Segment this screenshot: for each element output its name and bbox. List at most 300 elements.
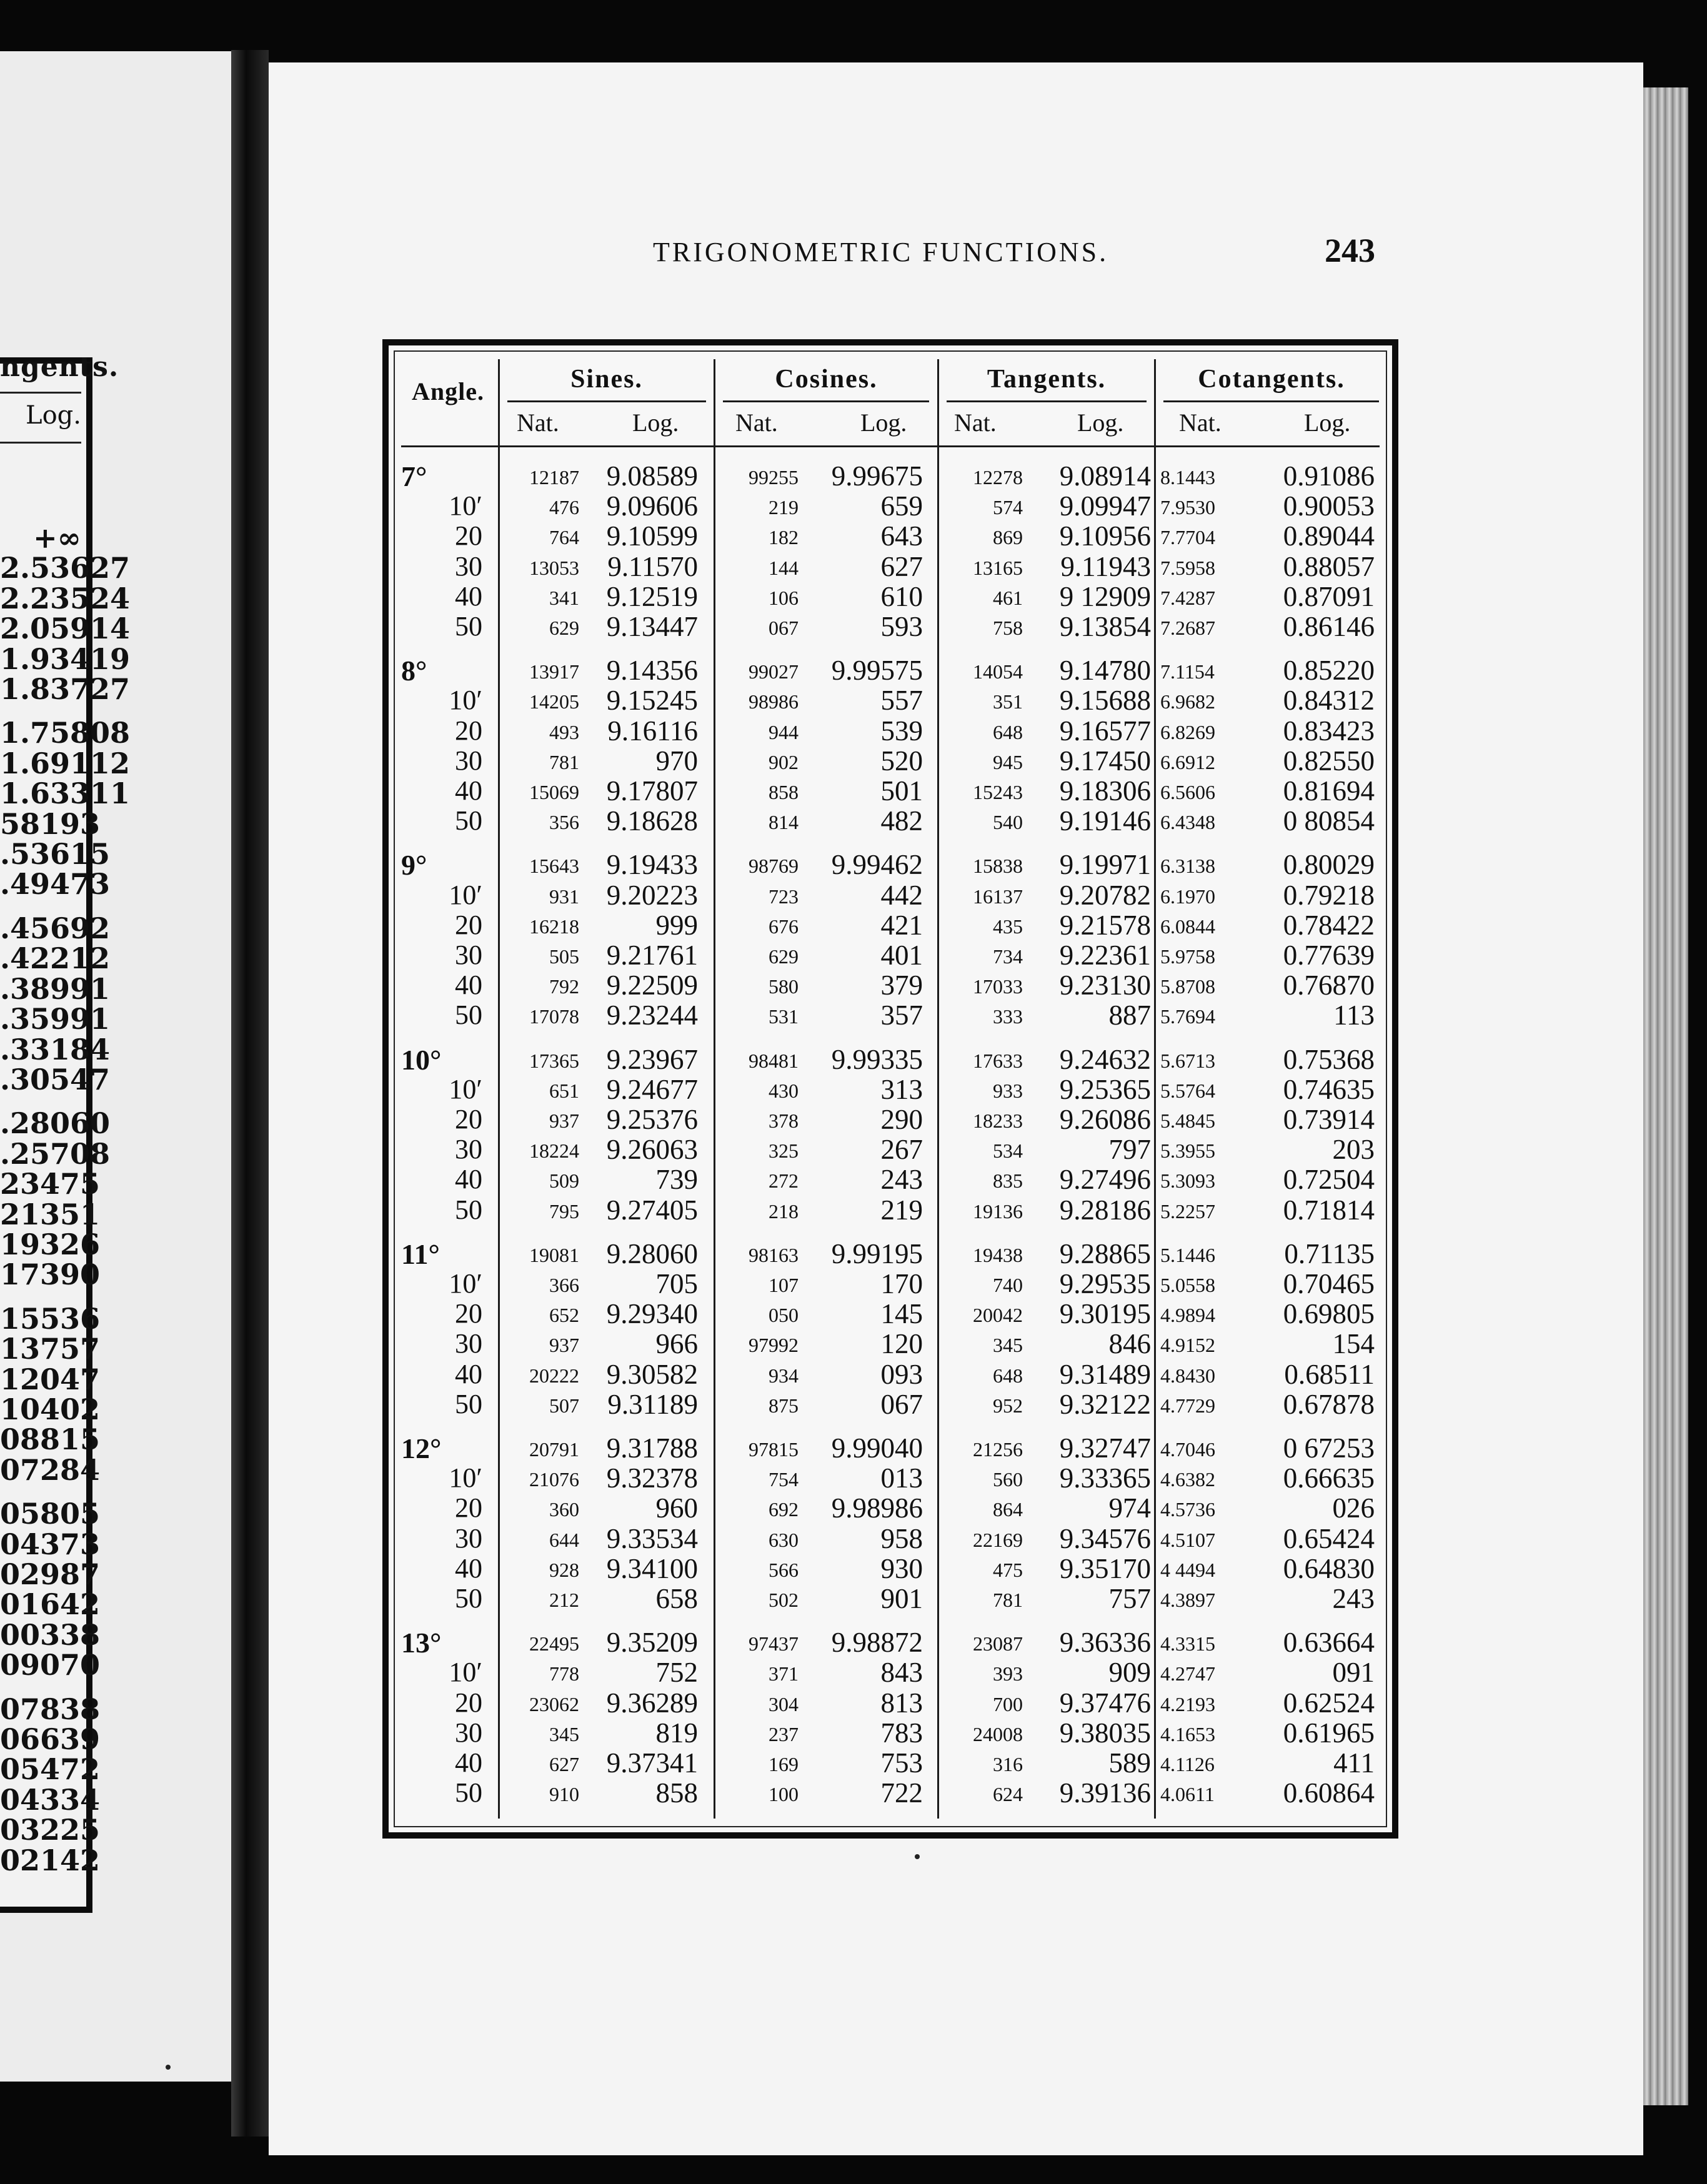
- sine-nat-cell: 931: [549, 885, 579, 908]
- sine-log-cell: 9.34100: [606, 1552, 698, 1584]
- cosine-log-cell: 501: [880, 775, 923, 807]
- cosine-nat-cell: 97437: [749, 1632, 799, 1655]
- angle-cell: 10′: [449, 685, 482, 716]
- table-row: [389, 460, 1392, 490]
- sine-nat-cell: 781: [549, 750, 579, 773]
- angle-cell: 20: [455, 520, 482, 552]
- cosine-nat-cell: 106: [769, 586, 799, 609]
- tangent-log-cell: 9.30195: [1059, 1298, 1151, 1330]
- cosine-log-cell: 9.98872: [831, 1627, 923, 1659]
- cosine-nat-cell: 754: [769, 1468, 799, 1491]
- tangent-nat-cell: 19438: [973, 1243, 1023, 1266]
- cosine-log-cell: 722: [880, 1777, 923, 1809]
- tangent-log-cell: 9.19146: [1059, 805, 1151, 837]
- sine-nat-cell: 22495: [529, 1632, 579, 1655]
- sine-log-cell: 999: [655, 909, 698, 941]
- table-row: [389, 909, 1392, 939]
- cosine-nat-cell: 430: [769, 1079, 799, 1102]
- cosine-log-cell: 753: [880, 1747, 923, 1779]
- left-value: 1.69112: [0, 746, 131, 780]
- cotangent-nat-cell: 4.9894: [1160, 1304, 1215, 1327]
- tangent-log-cell: 9.34576: [1059, 1522, 1151, 1554]
- sine-nat-cell: 360: [549, 1498, 579, 1521]
- cosine-log-cell: 290: [880, 1104, 923, 1135]
- cotangent-nat-cell: 6.4348: [1160, 811, 1215, 834]
- cosine-nat-cell: 98163: [749, 1243, 799, 1266]
- cosine-nat-cell: 902: [769, 750, 799, 773]
- cosine-nat-cell: 050: [769, 1304, 799, 1327]
- cotangent-nat-cell: 6.6912: [1160, 750, 1215, 773]
- sine-log-cell: 9.10599: [606, 520, 698, 552]
- sine-nat-cell: 644: [549, 1528, 579, 1551]
- cotangent-log-cell: 0.73914: [1283, 1104, 1375, 1135]
- cotangent-log-cell: 026: [1332, 1492, 1375, 1524]
- left-value: 17390: [0, 1258, 101, 1292]
- page-number: 243: [1325, 232, 1375, 269]
- tangents-nat-header: Nat.: [954, 409, 997, 437]
- sine-log-cell: 9.36289: [606, 1687, 698, 1719]
- left-value: 02142: [0, 1843, 101, 1877]
- sine-nat-cell: 13917: [529, 660, 579, 683]
- cotangent-log-cell: 0.75368: [1283, 1043, 1375, 1075]
- cotangent-log-cell: 0.63664: [1283, 1627, 1375, 1659]
- tangent-nat-cell: 16137: [973, 885, 1023, 908]
- cotangent-log-cell: 0.80029: [1283, 849, 1375, 881]
- tangent-nat-cell: 21256: [973, 1438, 1023, 1461]
- sine-nat-cell: 14205: [529, 690, 579, 713]
- cosines-header: Cosines.: [775, 365, 878, 394]
- tangent-log-cell: 9.23130: [1059, 970, 1151, 1001]
- cotangent-nat-cell: 4.2193: [1160, 1692, 1215, 1715]
- sine-log-cell: 9.13447: [606, 611, 698, 642]
- tangent-nat-cell: 758: [993, 617, 1023, 639]
- cosine-nat-cell: 814: [769, 811, 799, 834]
- tangent-log-cell: 9.17450: [1059, 745, 1151, 777]
- page-edges: [1643, 87, 1688, 2105]
- tangent-log-cell: 9.28186: [1059, 1194, 1151, 1226]
- tangent-log-cell: 9.14780: [1059, 655, 1151, 687]
- left-value: .28060: [0, 1106, 111, 1141]
- tangent-nat-cell: 869: [993, 526, 1023, 549]
- sine-log-cell: 9.30582: [606, 1358, 698, 1390]
- angle-cell: 11°: [401, 1238, 440, 1270]
- angle-cell: 30: [455, 550, 482, 582]
- cosine-nat-cell: 692: [769, 1498, 799, 1521]
- left-value: 06639: [0, 1722, 101, 1757]
- left-value: .25708: [0, 1136, 111, 1171]
- cosine-nat-cell: 371: [769, 1662, 799, 1685]
- table-row: [389, 999, 1392, 1029]
- sine-nat-cell: 15643: [529, 855, 579, 878]
- cosine-log-cell: 379: [880, 970, 923, 1001]
- angle-cell: 20: [455, 715, 482, 746]
- cotangent-nat-cell: 4 4494: [1160, 1558, 1215, 1581]
- tangent-log-cell: 797: [1108, 1134, 1151, 1166]
- left-value: 1.83727: [0, 672, 131, 707]
- cotangent-log-cell: 0.67878: [1283, 1388, 1375, 1420]
- cotangent-nat-cell: 4.3315: [1160, 1632, 1215, 1655]
- left-value: .30547: [0, 1062, 111, 1096]
- table-row: [389, 1298, 1392, 1328]
- cotangent-log-cell: 0.89044: [1283, 520, 1375, 552]
- cotangent-nat-cell: 4.2747: [1160, 1662, 1215, 1685]
- tangent-nat-cell: 624: [993, 1783, 1023, 1806]
- sine-nat-cell: 476: [549, 496, 579, 519]
- cosine-nat-cell: 502: [769, 1589, 799, 1611]
- cotangents-header-rule: [1163, 400, 1379, 402]
- cosine-nat-cell: 944: [769, 720, 799, 743]
- sine-log-cell: 9.20223: [606, 879, 698, 911]
- left-value: 04334: [0, 1782, 101, 1817]
- cosine-nat-cell: 858: [769, 781, 799, 803]
- angle-cell: 20: [455, 1687, 482, 1718]
- tangent-log-cell: 9.27496: [1059, 1164, 1151, 1196]
- angle-cell: 50: [455, 805, 482, 836]
- tangent-nat-cell: 20042: [973, 1304, 1023, 1327]
- cotangent-nat-cell: 4.6382: [1160, 1468, 1215, 1491]
- left-column-values: [0, 521, 131, 1889]
- table-row: [389, 1388, 1392, 1418]
- sines-header: Sines.: [570, 365, 643, 394]
- cosine-log-cell: 313: [880, 1073, 923, 1105]
- left-value: 58193: [0, 807, 101, 841]
- left-value: 1.75808: [0, 716, 131, 750]
- table-row: [389, 805, 1392, 835]
- cotangent-nat-cell: 4.8430: [1160, 1364, 1215, 1387]
- sines-header-rule: [507, 400, 706, 402]
- tangent-nat-cell: 12278: [973, 466, 1023, 489]
- sine-nat-cell: 928: [549, 1558, 579, 1581]
- left-value: 05472: [0, 1752, 101, 1787]
- table-row: [389, 610, 1392, 640]
- cosines-nat-header: Nat.: [735, 409, 778, 437]
- table-row: [389, 939, 1392, 969]
- sine-nat-cell: 23062: [529, 1692, 579, 1715]
- cosine-nat-cell: 875: [769, 1394, 799, 1417]
- cosine-log-cell: 9.99335: [831, 1043, 923, 1075]
- tangent-nat-cell: 22169: [973, 1528, 1023, 1551]
- angle-cell: 40: [455, 1552, 482, 1584]
- sine-nat-cell: 21076: [529, 1468, 579, 1491]
- angle-header: Angle.: [412, 377, 484, 405]
- tangents-log-header: Log.: [1077, 409, 1124, 437]
- tangent-nat-cell: 23087: [973, 1632, 1023, 1655]
- sine-log-cell: 9.15245: [606, 685, 698, 717]
- cosine-nat-cell: 723: [769, 885, 799, 908]
- cotangent-nat-cell: 4.7046: [1160, 1438, 1215, 1461]
- sine-nat-cell: 12187: [529, 466, 579, 489]
- cotangent-nat-cell: 5.9758: [1160, 945, 1215, 968]
- cosine-log-cell: 520: [880, 745, 923, 777]
- cosine-log-cell: 013: [880, 1462, 923, 1494]
- tangent-nat-cell: 15838: [973, 855, 1023, 878]
- sine-nat-cell: 792: [549, 975, 579, 998]
- cosine-log-cell: 9.99195: [831, 1238, 923, 1269]
- angle-cell: 50: [455, 1000, 482, 1031]
- tangent-nat-cell: 18233: [973, 1109, 1023, 1132]
- cotangent-nat-cell: 7.4287: [1160, 586, 1215, 609]
- left-value: 2.05914: [0, 612, 131, 646]
- tangent-nat-cell: 560: [993, 1468, 1023, 1491]
- sine-nat-cell: 17365: [529, 1049, 579, 1072]
- left-value: 04373: [0, 1527, 101, 1561]
- cotangent-log-cell: 0.66635: [1283, 1462, 1375, 1494]
- tangent-nat-cell: 740: [993, 1274, 1023, 1296]
- cotangent-log-cell: 0.74635: [1283, 1073, 1375, 1105]
- tangent-nat-cell: 15243: [973, 781, 1023, 803]
- tangent-log-cell: 909: [1108, 1657, 1151, 1689]
- sine-log-cell: 9.35209: [606, 1627, 698, 1659]
- cosine-log-cell: 593: [880, 611, 923, 642]
- angle-cell: 10′: [449, 1268, 482, 1299]
- cosine-log-cell: 9.98986: [831, 1492, 923, 1524]
- tangent-log-cell: 9.20782: [1059, 879, 1151, 911]
- left-value: 02987: [0, 1557, 101, 1591]
- tangent-log-cell: 9.33365: [1059, 1462, 1151, 1494]
- tangent-log-cell: 974: [1108, 1492, 1151, 1524]
- cosine-nat-cell: 98986: [749, 690, 799, 713]
- angle-cell: 30: [455, 745, 482, 776]
- sine-log-cell: 9.25376: [606, 1104, 698, 1135]
- table-row: [389, 715, 1392, 745]
- sines-nat-header: Nat.: [517, 409, 559, 437]
- cotangent-log-cell: 0.79218: [1283, 879, 1375, 911]
- angle-cell: 40: [455, 580, 482, 612]
- angle-cell: 20: [455, 1492, 482, 1524]
- sine-nat-cell: 20791: [529, 1438, 579, 1461]
- left-value: 10402: [0, 1392, 101, 1426]
- tangent-log-cell: 887: [1108, 1000, 1151, 1031]
- cosine-nat-cell: 97992: [749, 1334, 799, 1357]
- cotangent-log-cell: 0.70465: [1283, 1268, 1375, 1299]
- cotangents-log-header: Log.: [1304, 409, 1351, 437]
- left-value: 1.93419: [0, 642, 131, 676]
- angle-cell: 20: [455, 1298, 482, 1329]
- tangent-log-cell: 9.08914: [1059, 460, 1151, 492]
- angle-cell: 50: [455, 1777, 482, 1809]
- angle-cell: 12°: [401, 1432, 442, 1464]
- cosine-log-cell: 643: [880, 520, 923, 552]
- table-row: [389, 969, 1392, 999]
- cosine-nat-cell: 100: [769, 1783, 799, 1806]
- cosine-nat-cell: 219: [769, 496, 799, 519]
- sine-nat-cell: 212: [549, 1589, 579, 1611]
- sine-nat-cell: 493: [549, 720, 579, 743]
- cotangent-log-cell: 0.81694: [1283, 775, 1375, 807]
- sine-log-cell: 9.16116: [607, 715, 698, 747]
- cosine-nat-cell: 580: [769, 975, 799, 998]
- table-row: [389, 1268, 1392, 1298]
- tangent-log-cell: 9.39136: [1059, 1777, 1151, 1809]
- cosine-log-cell: 442: [880, 879, 923, 911]
- tangent-nat-cell: 13165: [973, 556, 1023, 579]
- sine-log-cell: 9.37341: [606, 1747, 698, 1779]
- tangent-nat-cell: 333: [993, 1005, 1023, 1028]
- cosine-log-cell: 9.99575: [831, 655, 923, 687]
- tangent-nat-cell: 393: [993, 1662, 1023, 1685]
- sine-log-cell: 739: [655, 1164, 698, 1196]
- cosine-log-cell: 901: [880, 1583, 923, 1614]
- cotangent-nat-cell: 8.1443: [1160, 466, 1215, 489]
- angle-cell: 30: [455, 1522, 482, 1554]
- cotangent-nat-cell: 6.5606: [1160, 781, 1215, 803]
- table-row: [389, 1656, 1392, 1689]
- tangent-log-cell: 9.32122: [1059, 1388, 1151, 1420]
- cotangent-nat-cell: 5.3093: [1160, 1169, 1215, 1193]
- cotangent-log-cell: 0.77639: [1283, 940, 1375, 971]
- sine-log-cell: 9.18628: [606, 805, 698, 837]
- cotangent-log-cell: 0.71814: [1283, 1194, 1375, 1226]
- cosine-log-cell: 9.99675: [831, 460, 923, 492]
- cosine-nat-cell: 629: [769, 945, 799, 968]
- left-value: 12047: [0, 1362, 101, 1396]
- left-value: .53615: [0, 837, 111, 871]
- table-row: [389, 1687, 1392, 1717]
- sine-log-cell: 9.22509: [606, 970, 698, 1001]
- cosine-log-cell: 067: [880, 1388, 923, 1420]
- angle-cell: 20: [455, 909, 482, 940]
- angle-cell: 40: [455, 775, 482, 806]
- sine-nat-cell: 937: [549, 1109, 579, 1132]
- left-value: 23475: [0, 1167, 101, 1201]
- tangent-log-cell: 9.15688: [1059, 685, 1151, 717]
- angle-cell: 40: [455, 1164, 482, 1195]
- running-title: TRIGONOMETRIC FUNCTIONS.: [653, 237, 1109, 267]
- sine-nat-cell: 652: [549, 1304, 579, 1327]
- tangent-log-cell: 589: [1108, 1747, 1151, 1779]
- sine-nat-cell: 341: [549, 586, 579, 609]
- cosines-log-header: Log.: [860, 409, 907, 437]
- cotangents-nat-header: Nat.: [1179, 409, 1222, 437]
- left-value: .45692: [0, 911, 111, 945]
- table-row: [389, 520, 1392, 550]
- cotangent-log-cell: 113: [1333, 1000, 1375, 1031]
- tangent-nat-cell: 17033: [973, 975, 1023, 998]
- cosine-nat-cell: 98769: [749, 855, 799, 878]
- table-row: [389, 848, 1392, 881]
- left-subheader-rule: [0, 442, 81, 444]
- cotangent-log-cell: 0.78422: [1283, 909, 1375, 941]
- tangent-log-cell: 9.31489: [1059, 1358, 1151, 1390]
- cosine-nat-cell: 531: [769, 1005, 799, 1028]
- angle-cell: 10′: [449, 1073, 482, 1104]
- tangent-log-cell: 9.28865: [1059, 1238, 1151, 1269]
- cotangent-log-cell: 0.69805: [1283, 1298, 1375, 1330]
- left-value: 21351: [0, 1197, 101, 1231]
- cotangent-nat-cell: 5.0558: [1160, 1274, 1215, 1296]
- table-row: [389, 1582, 1392, 1612]
- cotangent-log-cell: 0.65424: [1283, 1522, 1375, 1554]
- tangent-log-cell: 9 12909: [1059, 580, 1151, 612]
- cotangent-log-cell: 0.83423: [1283, 715, 1375, 747]
- cosine-nat-cell: 934: [769, 1364, 799, 1387]
- cotangent-nat-cell: 4.7729: [1160, 1394, 1215, 1417]
- tangent-log-cell: 9.36336: [1059, 1627, 1151, 1659]
- tangent-log-cell: 9.16577: [1059, 715, 1151, 747]
- cosine-log-cell: 219: [880, 1194, 923, 1226]
- cosine-log-cell: 170: [880, 1268, 923, 1299]
- table-row: [389, 1747, 1392, 1777]
- angle-cell: 7°: [401, 460, 427, 492]
- cotangent-nat-cell: 5.7694: [1160, 1005, 1215, 1028]
- cosine-nat-cell: 98481: [749, 1049, 799, 1072]
- sine-log-cell: 9.11570: [607, 550, 698, 582]
- left-value: +∞: [33, 521, 81, 555]
- cosine-log-cell: 120: [880, 1328, 923, 1360]
- tangent-nat-cell: 835: [993, 1169, 1023, 1193]
- cotangent-nat-cell: 5.3955: [1160, 1139, 1215, 1163]
- table-row: [389, 580, 1392, 610]
- angle-cell: 40: [455, 970, 482, 1001]
- sine-nat-cell: 356: [549, 811, 579, 834]
- tangent-nat-cell: 864: [993, 1498, 1023, 1521]
- tangent-nat-cell: 17633: [973, 1049, 1023, 1072]
- left-value: 01642: [0, 1587, 101, 1622]
- cotangent-nat-cell: 5.6713: [1160, 1049, 1215, 1072]
- cotangent-nat-cell: 4.9152: [1160, 1334, 1215, 1357]
- sine-log-cell: 9.31189: [607, 1388, 698, 1420]
- cotangent-nat-cell: 4.1126: [1160, 1753, 1215, 1775]
- cosine-nat-cell: 99027: [749, 660, 799, 683]
- tangent-log-cell: 9.13854: [1059, 611, 1151, 642]
- cotangent-log-cell: 0 80854: [1283, 805, 1375, 837]
- cotangent-log-cell: 0.71135: [1284, 1238, 1375, 1269]
- cotangent-log-cell: 0.64830: [1283, 1552, 1375, 1584]
- left-value: 13757: [0, 1332, 101, 1366]
- cosine-nat-cell: 325: [769, 1139, 799, 1163]
- sine-nat-cell: 507: [549, 1394, 579, 1417]
- cotangent-log-cell: 203: [1332, 1134, 1375, 1166]
- cosines-header-rule: [723, 400, 929, 402]
- angle-cell: 10′: [449, 490, 482, 522]
- cotangent-log-cell: 0.86146: [1283, 611, 1375, 642]
- cotangent-log-cell: 0.85220: [1283, 655, 1375, 687]
- sine-log-cell: 705: [655, 1268, 698, 1299]
- table-row: [389, 1626, 1392, 1659]
- cosine-log-cell: 421: [880, 909, 923, 941]
- angle-cell: 40: [455, 1747, 482, 1778]
- cosine-nat-cell: 067: [769, 617, 799, 639]
- cosine-nat-cell: 99255: [749, 466, 799, 489]
- angle-cell: 30: [455, 940, 482, 970]
- tangent-nat-cell: 534: [993, 1139, 1023, 1163]
- cotangent-log-cell: 0.90053: [1283, 490, 1375, 522]
- left-value: 1.63311: [0, 777, 131, 811]
- cotangent-nat-cell: 6.8269: [1160, 720, 1215, 743]
- tangent-nat-cell: 734: [993, 945, 1023, 968]
- cotangent-nat-cell: 5.2257: [1160, 1199, 1215, 1223]
- tangent-nat-cell: 952: [993, 1394, 1023, 1417]
- table-row: [389, 1358, 1392, 1388]
- left-value: .35991: [0, 1002, 111, 1036]
- cotangent-log-cell: 0.84312: [1283, 685, 1375, 717]
- left-value: 09070: [0, 1648, 101, 1682]
- cotangent-nat-cell: 5.4845: [1160, 1109, 1215, 1132]
- left-value: 2.23524: [0, 581, 131, 615]
- cotangent-log-cell: 0.62524: [1283, 1687, 1375, 1719]
- cosine-nat-cell: 630: [769, 1528, 799, 1551]
- cosine-nat-cell: 237: [769, 1722, 799, 1745]
- sine-log-cell: 9.32378: [606, 1462, 698, 1494]
- cotangent-nat-cell: 4.3897: [1160, 1589, 1215, 1611]
- left-value: .42212: [0, 941, 111, 976]
- tangent-log-cell: 9.35170: [1059, 1552, 1151, 1584]
- table-row: [389, 775, 1392, 805]
- sine-nat-cell: 16218: [529, 915, 579, 938]
- left-value: 08815: [0, 1422, 101, 1457]
- tangent-nat-cell: 781: [993, 1589, 1023, 1611]
- tangent-nat-cell: 933: [993, 1079, 1023, 1102]
